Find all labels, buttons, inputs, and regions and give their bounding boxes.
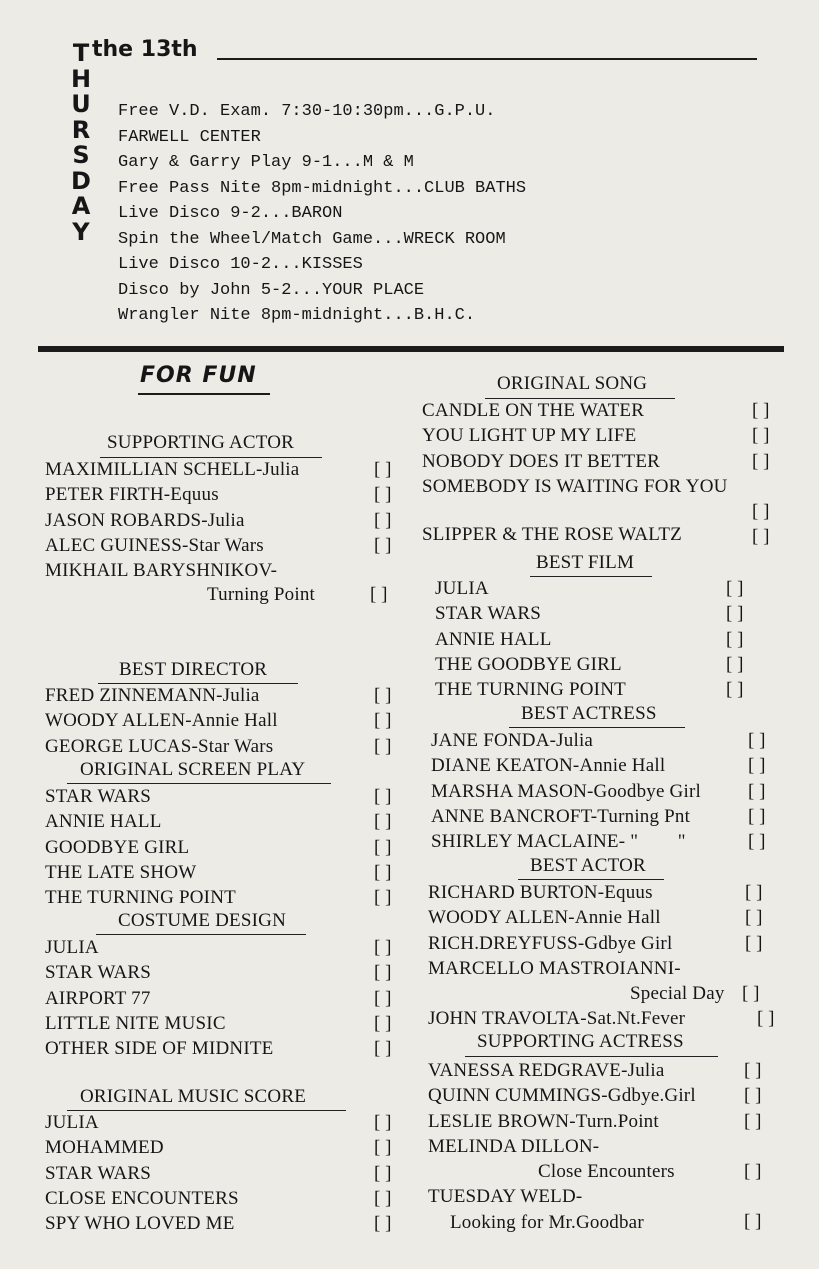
checkbox-column <box>374 1110 391 1236</box>
checkbox[interactable]: [ ] <box>744 1211 762 1233</box>
nominee: MELINDA DILLON- <box>428 1135 600 1157</box>
nominee: MARSHA MASON-Goodbye Girl <box>431 780 701 802</box>
checkbox[interactable]: [ ] <box>752 526 770 548</box>
day-letter: Y <box>72 217 90 246</box>
checkbox[interactable]: [ ] <box>745 932 763 954</box>
checkbox[interactable]: [ ] <box>374 710 392 732</box>
checkbox[interactable]: [ ] <box>374 1137 392 1159</box>
event-item: Spin the Wheel/Match Game...WRECK ROOM <box>118 229 506 249</box>
checkbox[interactable]: [ ] <box>752 400 770 421</box>
checkbox[interactable]: [ ] <box>374 987 392 1009</box>
nominee: JULIA <box>45 937 99 958</box>
checkbox-column <box>752 398 769 549</box>
checkbox[interactable]: [ ] <box>374 509 392 531</box>
best-actress-list <box>431 728 701 854</box>
nominee: MAXIMILLIAN SCHELL-Julia <box>45 459 300 480</box>
events-list <box>118 99 526 329</box>
day-letter: H <box>70 64 92 93</box>
nominee: FRED ZINNEMANN-Julia <box>45 685 260 706</box>
nominee: AIRPORT 77 <box>45 987 151 1009</box>
nominee: THE LATE SHOW <box>45 861 197 883</box>
section-title-best-film: BEST FILM <box>536 552 635 573</box>
checkbox-column <box>374 784 391 910</box>
checkbox-column <box>374 457 391 558</box>
nominee: STAR WARS <box>435 603 542 625</box>
event-item: Wrangler Nite 8pm-midnight...B.H.C. <box>118 306 476 325</box>
checkbox[interactable]: [ ] <box>374 937 392 958</box>
nominee: ANNIE HALL <box>435 628 552 650</box>
best-actor-list <box>428 880 725 1032</box>
checkbox[interactable]: [ ] <box>374 887 392 909</box>
section-title-original-song: ORIGINAL SONG <box>497 373 648 394</box>
checkbox-column <box>742 880 775 1031</box>
checkbox-column <box>374 683 391 759</box>
nominee: JULIA <box>435 578 489 599</box>
nominee: WOODY ALLEN-Annie Hall <box>428 907 661 929</box>
checkbox[interactable]: [ ] <box>742 982 760 1004</box>
nominee: SPY WHO LOVED ME <box>45 1213 235 1235</box>
day-letter: R <box>71 115 91 144</box>
nominee: MIKHAIL BARYSHNIKOV- <box>45 560 278 582</box>
checkbox[interactable]: [ ] <box>748 730 766 751</box>
event-item: Disco by John 5-2...YOUR PLACE <box>118 280 425 300</box>
day-letter: A <box>71 192 91 220</box>
checkbox[interactable]: [ ] <box>748 755 766 777</box>
checkbox[interactable]: [ ] <box>757 1008 775 1030</box>
event-item: Free V.D. Exam. 7:30-10:30pm...G.P.U. <box>118 102 496 121</box>
nominee: DIANE KEATON-Annie Hall <box>431 755 666 777</box>
day-letter: S <box>72 141 90 169</box>
nominee: LITTLE NITE MUSIC <box>45 1012 226 1034</box>
nominee: SLIPPER & THE ROSE WALTZ <box>422 524 682 546</box>
checkbox[interactable]: [ ] <box>726 628 744 650</box>
checkbox[interactable]: [ ] <box>745 882 763 903</box>
checkbox[interactable]: [ ] <box>374 735 392 757</box>
checkbox[interactable]: [ ] <box>374 1162 392 1184</box>
nominee: ANNE BANCROFT-Turning Pnt <box>431 805 691 827</box>
checkbox[interactable]: [ ] <box>744 1110 762 1132</box>
event-item: Live Disco 9-2...BARON <box>118 204 343 223</box>
nominee: VANESSA REDGRAVE-Julia <box>428 1060 665 1081</box>
checkbox-column <box>744 1058 761 1234</box>
nominee: STAR WARS <box>45 962 152 984</box>
nominee: GEORGE LUCAS-Star Wars <box>45 735 274 757</box>
section-title-original-screen-play: ORIGINAL SCREEN PLAY <box>80 759 306 780</box>
checkbox[interactable]: [ ] <box>374 786 392 807</box>
section-title-best-actor: BEST ACTOR <box>530 855 646 876</box>
nominee: JULIA <box>45 1112 99 1133</box>
checkbox[interactable]: [ ] <box>374 1187 392 1209</box>
checkbox[interactable]: [ ] <box>744 1085 762 1107</box>
nominee: ALEC GUINESS-Star Wars <box>45 534 264 556</box>
event-item: FARWELL CENTER <box>118 127 261 147</box>
supporting-actress-list <box>428 1058 696 1235</box>
nominee-continuation: Looking for Mr.Goodbar <box>450 1211 644 1233</box>
nominee-continuation: Turning Point <box>207 584 316 605</box>
event-item: Live Disco 10-2...KISSES <box>118 255 363 274</box>
checkbox[interactable]: [ ] <box>752 425 770 447</box>
checkbox[interactable]: [ ] <box>374 861 392 883</box>
nominee: LESLIE BROWN-Turn.Point <box>428 1110 659 1132</box>
day-letter: D <box>71 166 91 195</box>
checkbox-column <box>726 576 743 702</box>
checkbox[interactable]: [ ] <box>374 1112 392 1133</box>
section-title-supporting-actress: SUPPORTING ACTRESS <box>477 1031 684 1052</box>
checkbox[interactable]: [ ] <box>374 836 392 858</box>
checkbox[interactable]: [ ] <box>748 780 766 802</box>
nominee: NOBODY DOES IT BETTER <box>422 450 660 472</box>
checkbox[interactable]: [ ] <box>744 1160 762 1182</box>
nominee: SHIRLEY MACLAINE- " " <box>431 831 686 853</box>
nominee: GOODBYE GIRL <box>45 836 190 858</box>
nominee: PETER FIRTH-Equus <box>45 484 219 506</box>
title-underline <box>465 1056 718 1057</box>
checkbox[interactable]: [ ] <box>726 653 744 675</box>
nominee: YOU LIGHT UP MY LIFE <box>422 425 637 447</box>
checkbox[interactable]: [ ] <box>726 578 744 599</box>
nominee: MARCELLO MASTROIANNI- <box>428 957 681 979</box>
checkbox[interactable]: [ ] <box>744 1060 762 1081</box>
nominee: WOODY ALLEN-Annie Hall <box>45 710 278 732</box>
checkbox[interactable]: [ ] <box>370 584 388 605</box>
day-letter: U <box>71 90 91 118</box>
nominee: THE TURNING POINT <box>435 679 626 701</box>
checkbox[interactable]: [ ] <box>374 962 392 984</box>
day-letter: T <box>72 39 90 67</box>
nominee: CLOSE ENCOUNTERS <box>45 1187 239 1209</box>
nominee: THE GOODBYE GIRL <box>435 653 622 675</box>
best-director-list <box>45 683 278 759</box>
nominee: STAR WARS <box>45 1162 152 1184</box>
checkbox-column <box>748 728 765 854</box>
original-song-list <box>422 398 728 547</box>
for-fun-heading: FOR FUN <box>140 363 257 388</box>
nominee: JANE FONDA-Julia <box>431 730 594 751</box>
heading-rule <box>217 58 757 60</box>
section-title-costume-design: COSTUME DESIGN <box>118 910 287 931</box>
checkbox[interactable]: [ ] <box>374 484 392 506</box>
nominee: QUINN CUMMINGS-Gdbye.Girl <box>428 1085 696 1107</box>
checkbox[interactable]: [ ] <box>748 805 766 827</box>
checkbox[interactable]: [ ] <box>752 450 770 472</box>
checkbox-column <box>374 935 391 1061</box>
checkbox[interactable]: [ ] <box>752 500 770 522</box>
nominee: STAR WARS <box>45 786 152 807</box>
nominee: RICH.DREYFUSS-Gdbye Girl <box>428 932 673 954</box>
section-title-best-actress: BEST ACTRESS <box>521 703 657 724</box>
checkbox[interactable]: [ ] <box>374 534 392 556</box>
nominee: THE TURNING POINT <box>45 887 236 909</box>
checkbox[interactable]: [ ] <box>374 1213 392 1235</box>
best-film-list <box>435 576 626 702</box>
nominee: TUESDAY WELD- <box>428 1186 583 1208</box>
nominee: MOHAMMED <box>45 1137 164 1159</box>
checkbox[interactable]: [ ] <box>748 831 766 853</box>
music-score-list <box>45 1110 239 1236</box>
costume-design-list <box>45 935 274 1061</box>
section-title-supporting-actor: SUPPORTING ACTOR <box>107 432 295 453</box>
checkbox[interactable]: [ ] <box>374 1038 392 1060</box>
checkbox[interactable]: [ ] <box>745 907 763 929</box>
checkbox[interactable]: [ ] <box>374 459 392 480</box>
supporting-actor-list <box>45 457 299 583</box>
thursday-vertical-label <box>69 41 93 245</box>
screen-play-list <box>45 784 236 910</box>
nominee: RICHARD BURTON-Equus <box>428 882 653 903</box>
event-item: Free Pass Nite 8pm-midnight...CLUB BATHS <box>118 178 527 198</box>
checkbox[interactable]: [ ] <box>726 603 744 625</box>
section-title-best-director: BEST DIRECTOR <box>119 659 268 680</box>
nominee-continuation: Special Day <box>630 983 725 1005</box>
checkbox[interactable]: [ ] <box>374 811 392 833</box>
section-title-original-music-score: ORIGINAL MUSIC SCORE <box>80 1086 307 1107</box>
checkbox[interactable]: [ ] <box>726 679 744 701</box>
nominee: JASON ROBARDS-Julia <box>45 509 245 531</box>
nominee: OTHER SIDE OF MIDNITE <box>45 1038 274 1060</box>
for-fun-underline <box>138 393 270 395</box>
section-divider <box>38 346 784 352</box>
event-item: Gary & Garry Play 9-1...M & M <box>118 153 414 172</box>
nominee: CANDLE ON THE WATER <box>422 400 645 421</box>
nominee: JOHN TRAVOLTA-Sat.Nt.Fever <box>428 1008 686 1030</box>
checkbox[interactable]: [ ] <box>374 685 392 706</box>
checkbox[interactable]: [ ] <box>374 1012 392 1034</box>
nominee: ANNIE HALL <box>45 811 162 833</box>
nominee-continuation: Close Encounters <box>538 1161 675 1183</box>
date-heading: the 13th <box>92 37 198 62</box>
nominee: SOMEBODY IS WAITING FOR YOU <box>422 475 728 497</box>
